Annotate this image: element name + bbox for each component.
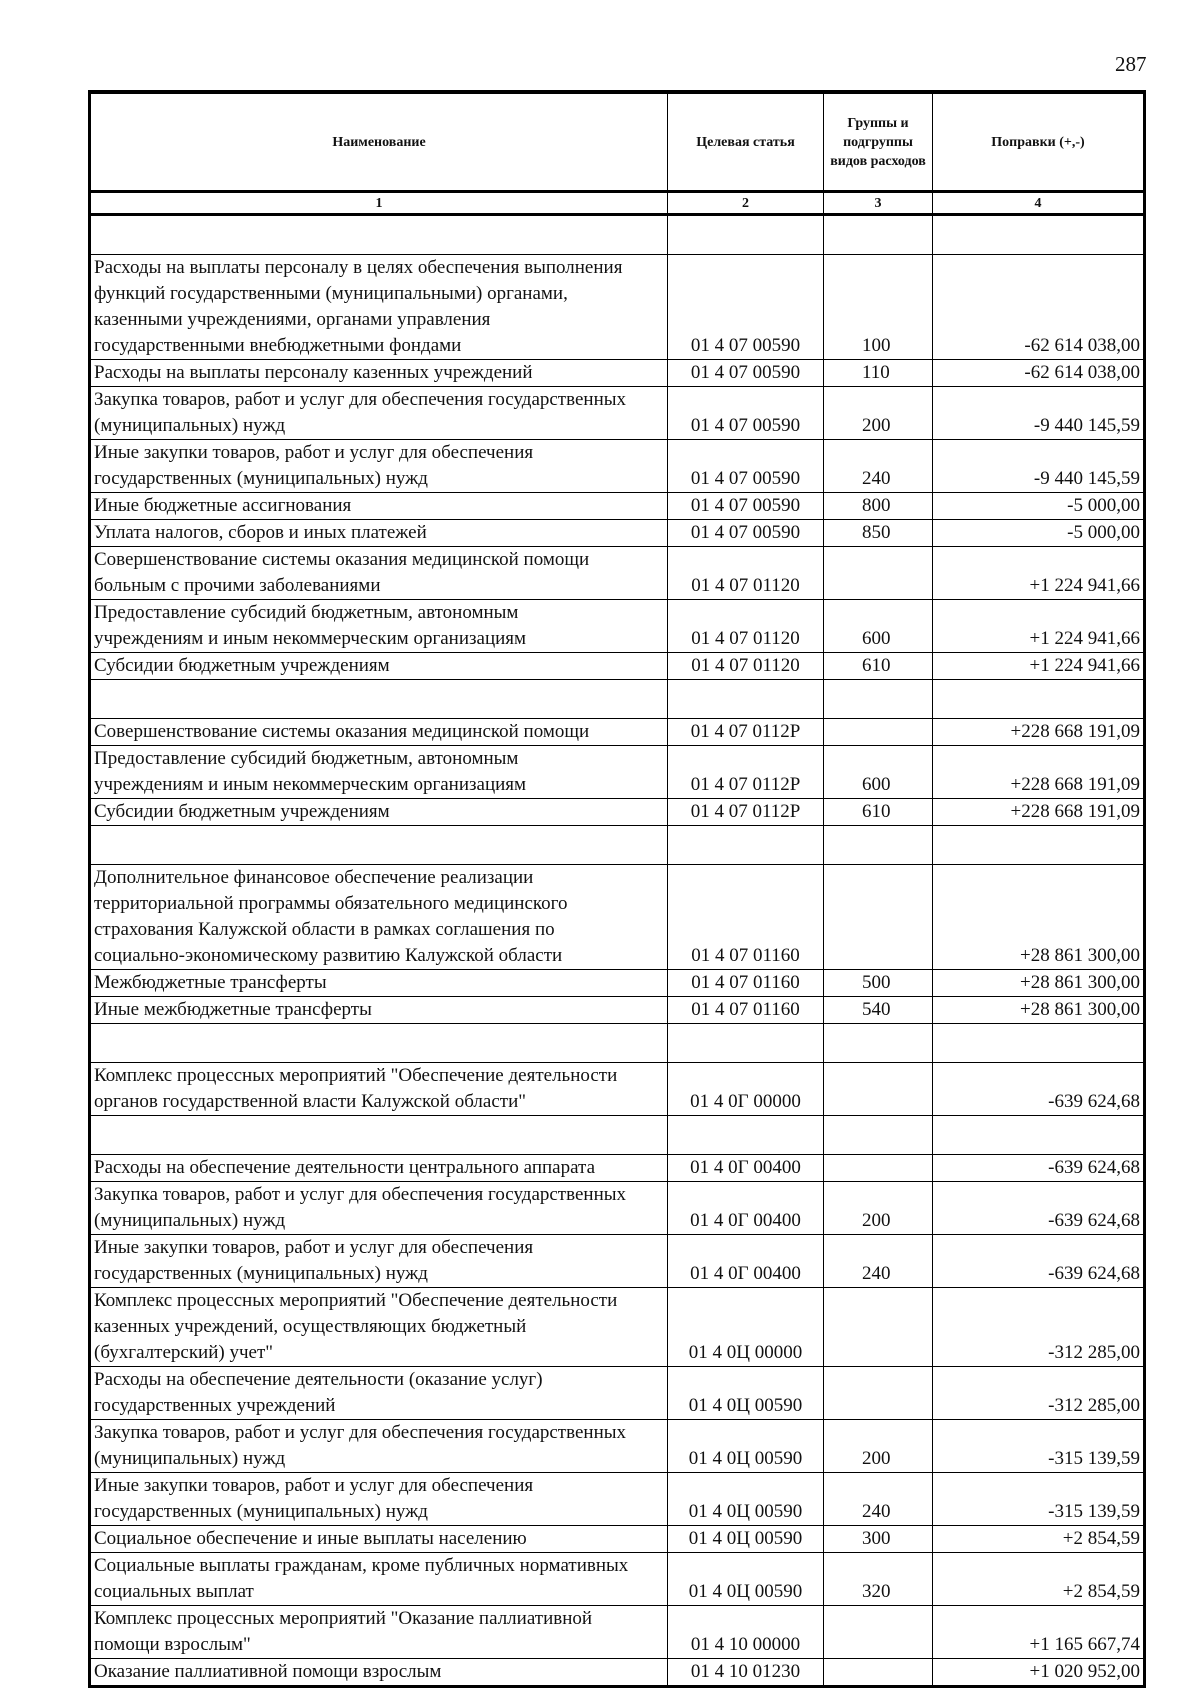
row-name <box>91 493 668 520</box>
row-amendment-amount: -312 285,00 <box>933 1367 1144 1420</box>
row-expense-group <box>824 719 933 746</box>
row-amendment-amount: -315 139,59 <box>933 1420 1144 1473</box>
column-number: 3 <box>824 192 933 215</box>
spacer-cell <box>824 215 933 255</box>
row-name <box>91 255 668 360</box>
spacer-row <box>91 1024 1144 1063</box>
table-row <box>91 1526 1144 1553</box>
row-expense-group <box>824 1063 933 1116</box>
row-name-line: государственных (муниципальных) нужд <box>94 468 428 489</box>
row-name-line: (муниципальных) нужд <box>94 1448 286 1469</box>
row-name-line: Субсидии бюджетным учреждениям <box>94 801 390 822</box>
table-row <box>91 970 1144 997</box>
row-amendment-amount: +228 668 191,09 <box>933 719 1144 746</box>
spacer-cell <box>824 826 933 865</box>
row-target-article: 01 4 0Г 00400 <box>668 1182 824 1235</box>
spacer-cell <box>933 1024 1144 1063</box>
row-amendment-amount: +2 854,59 <box>933 1526 1144 1553</box>
row-name-line: Иные межбюджетные трансферты <box>94 999 372 1020</box>
row-target-article: 01 4 10 01230 <box>668 1659 824 1686</box>
row-target-article: 01 4 07 0112Р <box>668 719 824 746</box>
row-name-line: Предоставление субсидий бюджетным, автономным <box>94 602 519 623</box>
row-name-line: Совершенствование системы оказания медицинской помощи <box>94 549 590 570</box>
row-name <box>91 1606 668 1659</box>
header-target-article: Целевая статья <box>668 94 824 192</box>
row-target-article: 01 4 07 01160 <box>668 997 824 1024</box>
row-name-line: казенных учреждений, осуществляющих бюджетный <box>94 1316 527 1337</box>
row-expense-group: 240 <box>824 440 933 493</box>
row-name-line: (муниципальных) нужд <box>94 1210 286 1231</box>
row-amendment-amount: -312 285,00 <box>933 1288 1144 1367</box>
table-row <box>91 493 1144 520</box>
row-name <box>91 1182 668 1235</box>
table-row <box>91 255 1144 360</box>
spacer-cell <box>933 680 1144 719</box>
row-expense-group <box>824 1367 933 1420</box>
table-row <box>91 1155 1144 1182</box>
row-name <box>91 440 668 493</box>
row-name <box>91 865 668 970</box>
column-number: 4 <box>933 192 1144 215</box>
row-expense-group: 200 <box>824 387 933 440</box>
row-target-article: 01 4 0Г 00400 <box>668 1235 824 1288</box>
row-amendment-amount: +28 861 300,00 <box>933 997 1144 1024</box>
row-target-article: 01 4 0Ц 00590 <box>668 1526 824 1553</box>
row-expense-group: 540 <box>824 997 933 1024</box>
spacer-cell <box>91 1024 668 1063</box>
row-amendment-amount: -639 624,68 <box>933 1063 1144 1116</box>
row-target-article: 01 4 0Ц 00590 <box>668 1473 824 1526</box>
row-expense-group: 240 <box>824 1235 933 1288</box>
row-target-article: 01 4 07 0112Р <box>668 746 824 799</box>
table-row <box>91 547 1144 600</box>
spacer-cell <box>824 680 933 719</box>
row-name-line: государственных (муниципальных) нужд <box>94 1263 428 1284</box>
row-name <box>91 1659 668 1686</box>
row-target-article: 01 4 0Г 00400 <box>668 1155 824 1182</box>
row-name <box>91 360 668 387</box>
row-expense-group: 800 <box>824 493 933 520</box>
row-name <box>91 1420 668 1473</box>
spacer-row <box>91 826 1144 865</box>
row-amendment-amount: +1 020 952,00 <box>933 1659 1144 1686</box>
row-name-line: Уплата налогов, сборов и иных платежей <box>94 522 427 543</box>
table-row <box>91 1367 1144 1420</box>
row-name-line: Иные бюджетные ассигнования <box>94 495 352 516</box>
row-name <box>91 653 668 680</box>
row-amendment-amount: +228 668 191,09 <box>933 746 1144 799</box>
table-row <box>91 1288 1144 1367</box>
row-expense-group: 850 <box>824 520 933 547</box>
row-name-line: Расходы на выплаты персоналу казенных учреждений <box>94 362 533 383</box>
row-amendment-amount: +2 854,59 <box>933 1553 1144 1606</box>
row-name-line: Предоставление субсидий бюджетным, автономным <box>94 748 519 769</box>
table-row <box>91 1063 1144 1116</box>
table-row <box>91 1420 1144 1473</box>
row-name-line: страхования Калужской области в рамках соглашения по <box>94 919 555 940</box>
spacer-row <box>91 1116 1144 1155</box>
row-name <box>91 997 668 1024</box>
row-expense-group: 600 <box>824 600 933 653</box>
row-name-line: Закупка товаров, работ и услуг для обеспечения государственных <box>94 389 627 410</box>
row-name <box>91 799 668 826</box>
page-number: 287 <box>1115 52 1147 76</box>
column-number: 1 <box>91 192 668 215</box>
row-name <box>91 719 668 746</box>
row-name <box>91 1063 668 1116</box>
spacer-row <box>91 215 1144 255</box>
table-row <box>91 600 1144 653</box>
row-name <box>91 1288 668 1367</box>
row-name-line: Расходы на выплаты персоналу в целях обеспечения выполнения <box>94 257 623 278</box>
row-amendment-amount: +1 224 941,66 <box>933 653 1144 680</box>
row-expense-group: 500 <box>824 970 933 997</box>
row-name-line: функций государственными (муниципальными) органами, <box>94 283 568 304</box>
row-target-article: 01 4 07 01120 <box>668 547 824 600</box>
row-name-line: Дополнительное финансовое обеспечение реализации <box>94 867 534 888</box>
table-row <box>91 440 1144 493</box>
row-target-article: 01 4 07 01120 <box>668 600 824 653</box>
table-row <box>91 653 1144 680</box>
row-target-article: 01 4 07 00590 <box>668 360 824 387</box>
row-expense-group: 110 <box>824 360 933 387</box>
budget-amendments-table <box>90 93 1144 1686</box>
spacer-cell <box>668 826 824 865</box>
row-amendment-amount: -9 440 145,59 <box>933 387 1144 440</box>
row-name-line: казенными учреждениями, органами управления <box>94 309 491 330</box>
row-name <box>91 520 668 547</box>
row-name-line: Расходы на обеспечение деятельности (оказание услуг) <box>94 1369 543 1390</box>
table-row <box>91 1235 1144 1288</box>
row-expense-group: 610 <box>824 799 933 826</box>
row-name-line: Иные закупки товаров, работ и услуг для обеспечения <box>94 1475 534 1496</box>
spacer-cell <box>91 680 668 719</box>
spacer-cell <box>668 680 824 719</box>
row-expense-group: 300 <box>824 1526 933 1553</box>
row-expense-group <box>824 1659 933 1686</box>
row-amendment-amount: +28 861 300,00 <box>933 970 1144 997</box>
row-name-line: Комплекс процессных мероприятий "Обеспечение деятельности <box>94 1065 618 1086</box>
row-name <box>91 387 668 440</box>
row-target-article: 01 4 07 00590 <box>668 520 824 547</box>
row-amendment-amount: -5 000,00 <box>933 520 1144 547</box>
table-row <box>91 387 1144 440</box>
row-name-line: (бухгалтерский) учет" <box>94 1342 274 1363</box>
spacer-row <box>91 680 1144 719</box>
row-name <box>91 547 668 600</box>
spacer-cell <box>91 215 668 255</box>
row-amendment-amount: +1 224 941,66 <box>933 547 1144 600</box>
row-target-article: 01 4 07 01120 <box>668 653 824 680</box>
row-amendment-amount: -62 614 038,00 <box>933 255 1144 360</box>
table-row <box>91 799 1144 826</box>
table-row <box>91 1659 1144 1686</box>
table-body <box>91 215 1144 1686</box>
row-name-line: Закупка товаров, работ и услуг для обеспечения государственных <box>94 1422 627 1443</box>
row-name-line: Расходы на обеспечение деятельности центрального аппарата <box>94 1157 596 1178</box>
row-name-line: Межбюджетные трансферты <box>94 972 327 993</box>
row-target-article: 01 4 0Ц 00590 <box>668 1553 824 1606</box>
spacer-cell <box>668 1024 824 1063</box>
row-expense-group: 610 <box>824 653 933 680</box>
row-target-article: 01 4 07 01160 <box>668 865 824 970</box>
table-row <box>91 1182 1144 1235</box>
table-header-row <box>91 94 1144 192</box>
row-target-article: 01 4 07 01160 <box>668 970 824 997</box>
column-number: 2 <box>668 192 824 215</box>
row-target-article: 01 4 07 00590 <box>668 440 824 493</box>
row-name <box>91 1155 668 1182</box>
spacer-cell <box>824 1024 933 1063</box>
row-name-line: (муниципальных) нужд <box>94 415 286 436</box>
header-name: Наименование <box>91 94 668 192</box>
row-amendment-amount: -639 624,68 <box>933 1235 1144 1288</box>
row-name-line: учреждениям и иным некоммерческим организациям <box>94 774 527 795</box>
row-name-line: Комплекс процессных мероприятий "Обеспечение деятельности <box>94 1290 618 1311</box>
row-name-line: государственных (муниципальных) нужд <box>94 1501 428 1522</box>
row-amendment-amount: -5 000,00 <box>933 493 1144 520</box>
row-expense-group <box>824 1288 933 1367</box>
row-name <box>91 600 668 653</box>
table-row <box>91 997 1144 1024</box>
table-row <box>91 1553 1144 1606</box>
spacer-cell <box>91 1116 668 1155</box>
column-numbers-row <box>91 192 1144 215</box>
table-row <box>91 360 1144 387</box>
row-amendment-amount: -62 614 038,00 <box>933 360 1144 387</box>
spacer-cell <box>933 215 1144 255</box>
spacer-cell <box>668 1116 824 1155</box>
row-amendment-amount: -9 440 145,59 <box>933 440 1144 493</box>
row-amendment-amount: +228 668 191,09 <box>933 799 1144 826</box>
row-expense-group: 320 <box>824 1553 933 1606</box>
row-target-article: 01 4 0Ц 00590 <box>668 1420 824 1473</box>
row-target-article: 01 4 0Ц 00590 <box>668 1367 824 1420</box>
row-target-article: 01 4 0Ц 00000 <box>668 1288 824 1367</box>
row-name-line: Субсидии бюджетным учреждениям <box>94 655 390 676</box>
row-target-article: 01 4 07 00590 <box>668 255 824 360</box>
row-expense-group: 200 <box>824 1420 933 1473</box>
row-name <box>91 1473 668 1526</box>
row-amendment-amount: -639 624,68 <box>933 1182 1144 1235</box>
row-amendment-amount: +28 861 300,00 <box>933 865 1144 970</box>
row-amendment-amount: -315 139,59 <box>933 1473 1144 1526</box>
row-target-article: 01 4 07 00590 <box>668 493 824 520</box>
row-name <box>91 970 668 997</box>
row-name-line: государственными внебюджетными фондами <box>94 335 462 356</box>
header-expense-groups: Группы и подгруппы видов расходов <box>824 94 933 192</box>
budget-table-frame <box>88 90 1146 1688</box>
row-expense-group <box>824 1606 933 1659</box>
row-amendment-amount: +1 224 941,66 <box>933 600 1144 653</box>
row-amendment-amount: -639 624,68 <box>933 1155 1144 1182</box>
row-expense-group: 200 <box>824 1182 933 1235</box>
row-name <box>91 1367 668 1420</box>
row-name-line: Иные закупки товаров, работ и услуг для обеспечения <box>94 1237 534 1258</box>
row-amendment-amount: +1 165 667,74 <box>933 1606 1144 1659</box>
row-name <box>91 1526 668 1553</box>
row-name-line: больным с прочими заболеваниями <box>94 575 381 596</box>
row-expense-group <box>824 547 933 600</box>
spacer-cell <box>933 1116 1144 1155</box>
spacer-cell <box>824 1116 933 1155</box>
row-name <box>91 1553 668 1606</box>
row-target-article: 01 4 07 0112Р <box>668 799 824 826</box>
row-name-line: социально-экономическому развитию Калужской области <box>94 945 563 966</box>
row-target-article: 01 4 10 00000 <box>668 1606 824 1659</box>
table-row <box>91 865 1144 970</box>
table-row <box>91 1473 1144 1526</box>
row-name-line: Закупка товаров, работ и услуг для обеспечения государственных <box>94 1184 627 1205</box>
row-name-line: социальных выплат <box>94 1581 254 1602</box>
row-name-line: Социальные выплаты гражданам, кроме публичных нормативных <box>94 1555 629 1576</box>
row-name-line: помощи взрослым" <box>94 1634 251 1655</box>
table-row <box>91 746 1144 799</box>
table-row <box>91 520 1144 547</box>
row-expense-group: 240 <box>824 1473 933 1526</box>
row-name-line: Оказание паллиативной помощи взрослым <box>94 1661 442 1682</box>
row-target-article: 01 4 07 00590 <box>668 387 824 440</box>
spacer-cell <box>91 826 668 865</box>
table-row <box>91 719 1144 746</box>
row-name-line: Социальное обеспечение и иные выплаты населению <box>94 1528 527 1549</box>
row-expense-group: 600 <box>824 746 933 799</box>
spacer-cell <box>933 826 1144 865</box>
header-amendments: Поправки (+,-) <box>933 94 1144 192</box>
row-name-line: Иные закупки товаров, работ и услуг для обеспечения <box>94 442 534 463</box>
row-name-line: учреждениям и иным некоммерческим организациям <box>94 628 527 649</box>
row-expense-group <box>824 1155 933 1182</box>
row-expense-group <box>824 865 933 970</box>
row-name <box>91 746 668 799</box>
table-row <box>91 1606 1144 1659</box>
row-name-line: территориальной программы обязательного медицинского <box>94 893 568 914</box>
row-name-line: органов государственной власти Калужской области" <box>94 1091 526 1112</box>
row-name <box>91 1235 668 1288</box>
row-target-article: 01 4 0Г 00000 <box>668 1063 824 1116</box>
row-name-line: государственных учреждений <box>94 1395 336 1416</box>
row-expense-group: 100 <box>824 255 933 360</box>
row-name-line: Совершенствование системы оказания медицинской помощи <box>94 721 590 742</box>
spacer-cell <box>668 215 824 255</box>
row-name-line: Комплекс процессных мероприятий "Оказание паллиативной <box>94 1608 593 1629</box>
